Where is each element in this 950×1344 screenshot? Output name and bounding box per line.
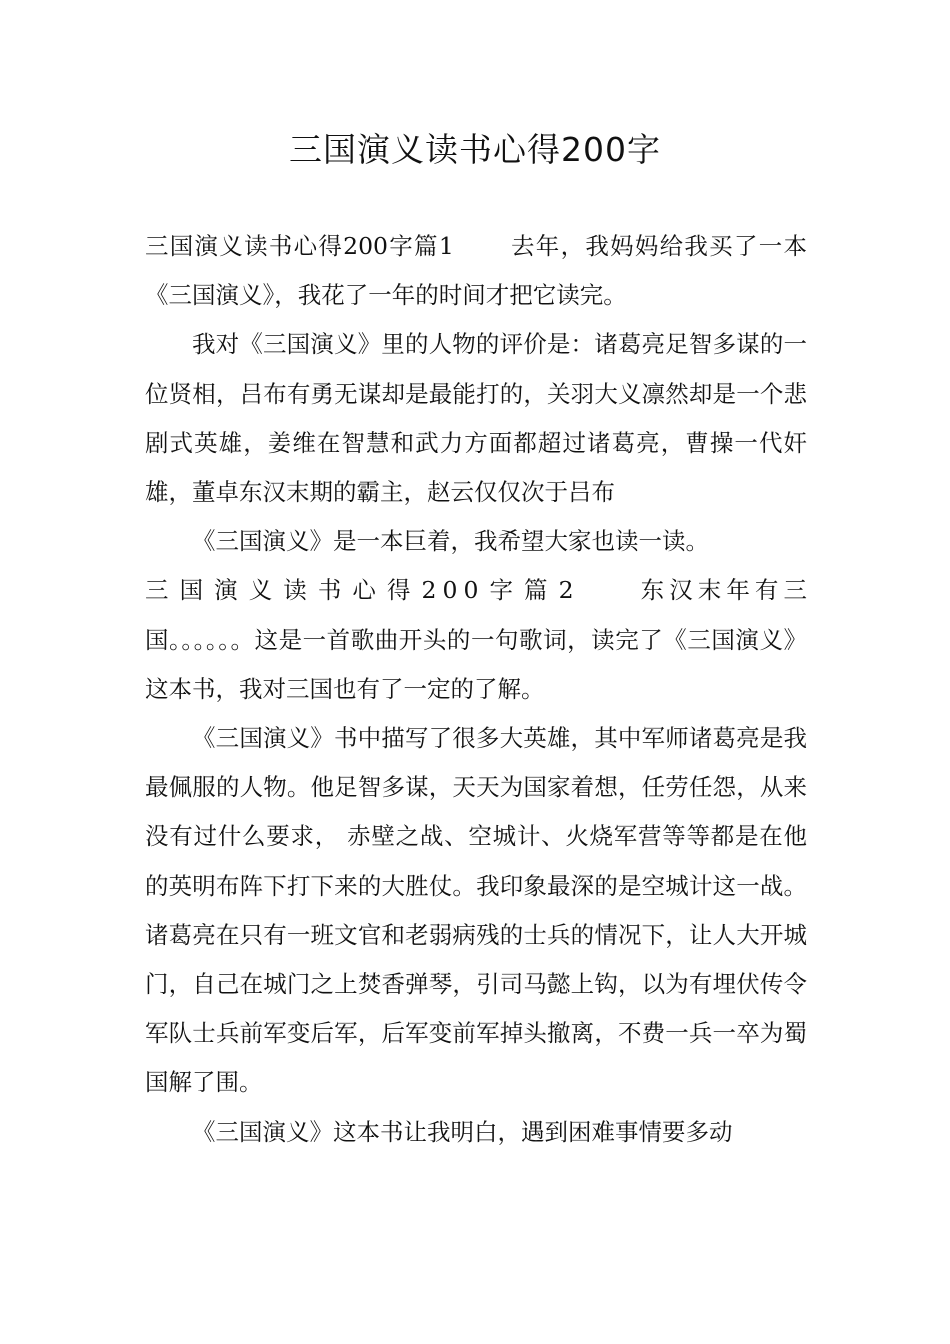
paragraph-4 — [145, 566, 807, 714]
section-heading-1: 三国演义读书心得200字篇1 — [145, 232, 454, 260]
paragraph-text: 《三国演义》书中描写了很多大英雄，其中军师诸葛亮是我最佩服的人物。他足智多谋，天天为国家着想，任劳任怨，从来没有过什么要求， 赤壁之战、空城计、火烧军营等等都是在他的英明布阵下打下来的大胜仗。我印象最深的是空城计这一战。诸葛亮在只有一班文官和老弱病残的士兵的情况下，让人大开城门，自己在城门之上焚香弹琴，引司马懿上钩，以为有埋伏传令军队士兵前军变后军，后军变前军掉头撤离，不费一兵一卒为蜀国解了围。 — [145, 724, 807, 1097]
paragraph-text: 东汉末年有三国。。。。。。这是一首歌曲开头的一句歌词，读完了《三国演义》这本书，我对三国也有了一定的了解。 — [145, 576, 807, 703]
paragraph-text: 《三国演义》这本书让我明白，遇到困难事情要多动 — [192, 1117, 733, 1146]
paragraph-5 — [145, 714, 807, 1108]
paragraph-text: 《三国演义》是一本巨着，我希望大家也读一读。 — [192, 527, 709, 556]
paragraph-6 — [145, 1108, 807, 1157]
paragraph-text: 去年，我妈妈给我买了一本《三国演义》，我花了一年的时间才把它读完。 — [145, 232, 807, 310]
paragraph-2 — [145, 320, 807, 517]
paragraph-3 — [145, 517, 807, 566]
paragraph-1 — [145, 222, 807, 320]
document-title: 三国演义读书心得200字 — [289, 130, 661, 169]
section-heading-2: 三国演义读书心得200字篇2 — [145, 576, 580, 605]
document-body — [145, 222, 807, 1157]
paragraph-text: 我对《三国演义》里的人物的评价是：诸葛亮足智多谋的一位贤相，吕布有勇无谋却是最能打的，关羽大义凛然却是一个悲剧式英雄，姜维在智慧和武力方面都超过诸葛亮，曹操一代奸雄，董卓东汉末期的霸主，赵云仅仅次于吕布 — [145, 330, 807, 507]
